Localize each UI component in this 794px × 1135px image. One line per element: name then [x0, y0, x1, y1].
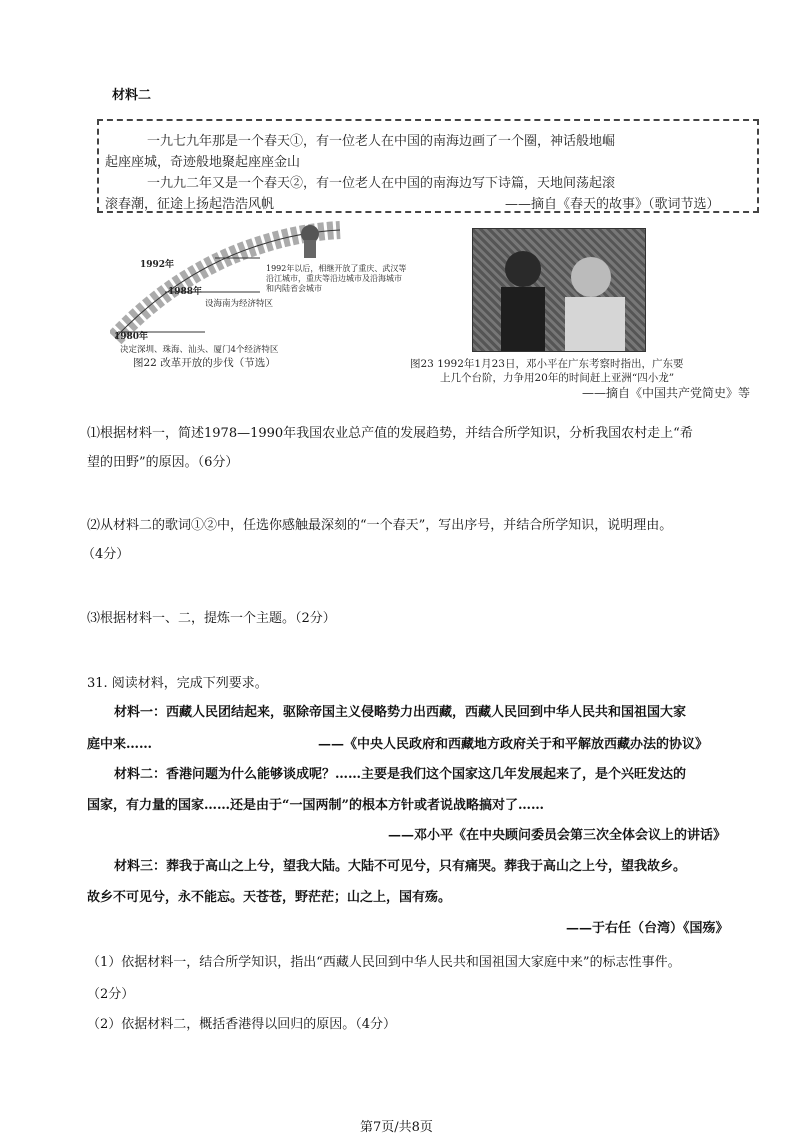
fig23-caption: 图23 1992年1月23日，邓小平在广东考察时指出，广东要 [410, 358, 684, 370]
question-text: （2分） [87, 987, 135, 1002]
year-label: 1980年 [114, 332, 149, 342]
question-text: （1）依据材料一，结合所学知识，指出“西藏人民回到中华人民共和国祖国大家庭中来”的标志性事件。 [87, 955, 681, 970]
deng-xiaoping-photo [472, 228, 646, 352]
material-text: 国家，有力量的国家……还是由于“一国两制”的根本方针或者说战略搞对了…… [87, 798, 544, 813]
question-text: ⑶根据材料一、二，提炼一个主题。（2分） [87, 611, 336, 626]
material-text: 材料二：香港问题为什么能够谈成呢？……主要是我们这个国家这几年发展起来了，是个兴旺发达的 [114, 767, 687, 782]
fig22-note: 和内陆省会城市 [266, 284, 322, 293]
fig22-note: 决定深圳、珠海、汕头、厦门4个经济特区 [120, 345, 279, 355]
fig22-note: 1992年以后，相继开放了重庆、武汉等 [266, 264, 407, 273]
material-source: ——邓小平《在中央顾问委员会第三次全体会议上的讲话》 [388, 828, 727, 843]
fig22-note: 沿江城市，重庆等沿边城市及沿海城市 [266, 274, 402, 283]
material-title: 材料二 [112, 88, 152, 103]
lyric-source: ——摘自《春天的故事》（歌词节选） [505, 197, 720, 212]
question-text: （4分） [82, 547, 130, 562]
fig23-source: ——摘自《中国共产党简史》等 [582, 386, 751, 400]
lyric-line: 起座座城，奇迹般地聚起座座金山 [105, 155, 301, 170]
question-stem: 31. 阅读材料，完成下列要求。 [87, 676, 268, 691]
page-number: 第7页/共8页 [360, 1120, 433, 1135]
material-text: 故乡不可见兮，永不能忘。天苍苍，野茫茫；山之上，国有殇。 [87, 890, 452, 905]
material-text: 庭中来…… [87, 737, 153, 752]
lyric-line: 一九七九年那是一个春天①，有一位老人在中国的南海边画了一个圈，神话般地崛 [147, 134, 616, 149]
lyric-line: 一九九二年又是一个春天②，有一位老人在中国的南海边写下诗篇，天地间荡起滚 [147, 176, 616, 191]
question-text: 望的田野”的原因。（6分） [87, 455, 239, 470]
material-text: 材料三：葬我于高山之上兮，望我大陆。大陆不可见兮，只有痛哭。葬我于高山之上兮，望我故乡。 [114, 859, 687, 874]
reform-steps-figure [110, 220, 370, 350]
year-label: 1988年 [168, 287, 203, 297]
material-source: ——《中央人民政府和西藏地方政府关于和平解放西藏办法的协议》 [318, 737, 709, 752]
fig23-caption: 上几个台阶，力争用20年的时间赶上亚洲“四小龙” [440, 372, 675, 384]
fig22-caption: 图22 改革开放的步伐（节选） [133, 357, 276, 369]
question-text: ⑵从材料二的歌词①②中，任选你感触最深刻的“一个春天”，写出序号，并结合所学知识，说明理由。 [87, 518, 673, 533]
material-source: ——于右任（台湾）《国殇》 [566, 921, 729, 936]
lyric-line: 滚春潮，征途上扬起浩浩风帆 [105, 197, 275, 212]
year-label: 1992年 [140, 260, 175, 270]
question-text: （2）依据材料二，概括香港得以回归的原因。（4分） [87, 1017, 397, 1032]
reform-steps-illustration [110, 220, 370, 350]
fig22-note: 设海南为经济特区 [205, 299, 274, 309]
question-text: ⑴根据材料一，简述1978—1990年我国农业总产值的发展趋势，并结合所学知识，分析我国农村走上“希 [87, 426, 693, 441]
material-text: 材料一：西藏人民团结起来，驱除帝国主义侵略势力出西藏，西藏人民回到中华人民共和国祖国大家 [114, 705, 687, 720]
